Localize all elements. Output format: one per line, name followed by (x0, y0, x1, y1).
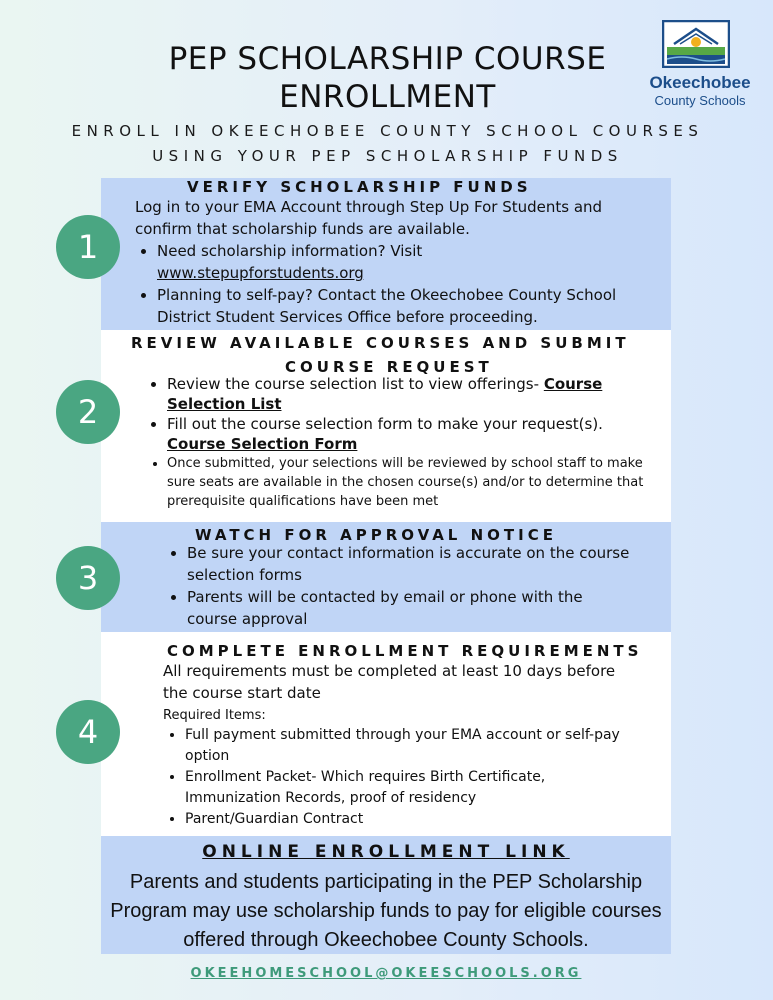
step-4-panel (101, 632, 671, 836)
step-2-body (145, 374, 660, 511)
list-item: • Once submitted, your selections will be reviewed by school staff to make sure seats are available in the chosen course(s) and/or to determine that prerequisite qualifications have been met (167, 454, 660, 511)
step-3-list (165, 542, 635, 630)
list-item: • Enrollment Packet- Which requires Birth Certificate, Immunization Records, proof of residency (185, 767, 623, 809)
subtitle-line-1: ENROLL IN OKEECHOBEE COUNTY SCHOOL COURSES (71, 122, 704, 140)
step-2-list (145, 374, 660, 511)
step-2-panel (101, 330, 671, 522)
list-item: • Parent/Guardian Contract (185, 809, 623, 830)
district-logo (636, 20, 764, 120)
step-4-number-badge: 4 (56, 700, 120, 764)
online-enrollment-link[interactable]: ONLINE ENROLLMENT LINK (202, 842, 570, 862)
step-3-body (165, 542, 635, 630)
stepupforstudents-link[interactable]: www.stepupforstudents.org (157, 264, 364, 282)
subtitle-line-2: USING YOUR PEP SCHOLARSHIP FUNDS (152, 147, 623, 165)
step-1-number-badge: 1 (56, 215, 120, 279)
step-1-panel (101, 178, 671, 330)
contact-email-link[interactable]: OKEEHOMESCHOOL@OKEESCHOOLS.ORG (190, 966, 582, 981)
list-item: • Full payment submitted through your EMA account or self-pay option (185, 725, 623, 767)
title-line-1: PEP SCHOLARSHIP COURSE (168, 41, 607, 77)
step-1-intro: Log in to your EMA Account through Step Up For Students and confirm that scholarship funds are available. (135, 198, 603, 238)
step-1-list (135, 240, 660, 328)
page-subtitle (60, 119, 715, 169)
list-item: • Fill out the course selection form to make your request(s). Course Selection Form (167, 414, 660, 454)
list-item: • Be sure your contact information is accurate on the course selection forms (187, 542, 635, 586)
course-selection-form-link[interactable]: Course Selection Form (167, 435, 358, 453)
page-title (100, 40, 675, 116)
course-selection-list-link[interactable]: Course Selection List (167, 375, 603, 413)
step-3-number-badge: 3 (56, 546, 120, 610)
step-3-heading: WATCH FOR APPROVAL NOTICE (195, 526, 557, 544)
list-item: • Need scholarship information? Visit www.stepupforstudents.org (157, 240, 660, 284)
required-items-list (163, 725, 623, 830)
step-1-heading: VERIFY SCHOLARSHIP FUNDS (187, 178, 532, 196)
step-2-heading-line-1: REVIEW AVAILABLE COURSES AND SUBMIT (131, 334, 630, 352)
list-item: • Parents will be contacted by email or phone with the course approval (187, 586, 635, 630)
step-2-number-badge: 2 (56, 380, 120, 444)
title-line-2: ENROLLMENT (279, 79, 496, 115)
list-item: • Planning to self-pay? Contact the Okeechobee County School District Student Services Office before proceeding. (157, 284, 660, 328)
step-4-body (163, 660, 623, 830)
step-1-body (135, 196, 660, 328)
logo-text-okeechobee: Okeechobee (649, 73, 751, 92)
step-4-heading: COMPLETE ENROLLMENT REQUIREMENTS (167, 642, 643, 660)
school-logo-icon (662, 20, 730, 68)
step-4-intro: All requirements must be completed at least 10 days before the course start date (163, 662, 616, 702)
logo-text-county-schools: County Schools (654, 93, 746, 108)
online-enrollment-text: Parents and students participating in the PEP Scholarship Program may use scholarship funds to pay for eligible courses offered through Okeechobee County Schools. (110, 871, 662, 951)
required-items-label: Required Items: (163, 708, 266, 723)
step-2-heading-line-2: COURSE REQUEST (285, 358, 493, 376)
list-item: • Review the course selection list to view offerings- Course Selection List (167, 374, 660, 414)
step-3-panel (101, 522, 671, 632)
